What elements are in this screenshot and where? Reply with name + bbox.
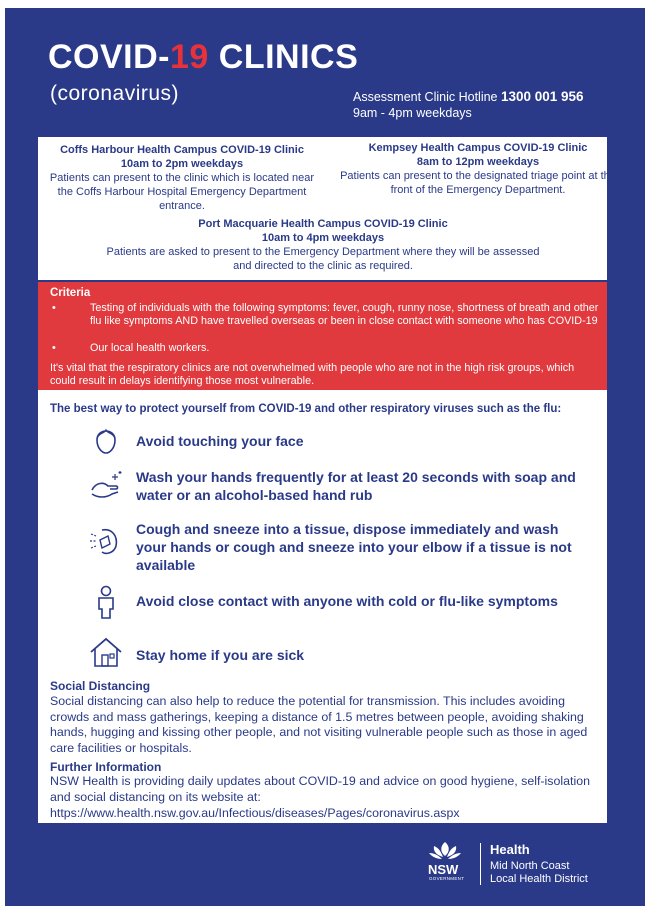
criteria-item: Our local health workers. [90,342,210,354]
criteria-item: Testing of individuals with the following symptoms: fever, cough, runny nose, shortness of breath and other flu like symptoms AND have travelled overseas or been in close contact with someone who has COVID-19 [90,302,599,327]
clinic-hours: 8am to 12pm weekdays [416,156,540,168]
clinic-kempsey [338,141,618,197]
social-distancing-title: Social Distancing [50,679,151,693]
clinic-description: Patients can present to the clinic which is located near the Coffs Harbour Hospital Emergency Department entrance. [49,172,315,212]
tip-stay-home: Stay home if you are sick [136,647,305,663]
clinic-hours: 10am to 4pm weekdays [261,232,385,244]
tip-avoid-face: Avoid touching your face [136,433,304,449]
further-info-title: Further Information [50,760,162,774]
clinics-panel [38,137,616,280]
person-icon [88,584,124,620]
district-line-2: Local Health District [490,873,588,885]
clinic-description: Patients can present to the designated triage point at the front of the Emergency Department. [340,170,616,196]
clinic-name: Kempsey Health Campus COVID-19 Clinic [368,142,588,154]
protection-intro: The best way to protect yourself from COVID-19 and other respiratory viruses such as the flu: [50,403,562,415]
footer-divider [480,843,481,885]
org-name: Health [490,842,530,857]
district-line-1: Mid North Coast [490,860,570,872]
social-distancing-body: Social distancing can also help to reduce the potential for transmission. This includes avoiding crowds and mass gatherings, keeping a distance of 1.5 metres between people, avoiding shaking hands, hugging and kissing other people, and not visiting vulnerable people such as those in aged care facilities or hospitals. [50,694,588,755]
bullet: • [52,342,56,354]
page-title: COVID-19 CLINICS [48,38,359,76]
health-website-link[interactable]: https://www.health.nsw.gov.au/Infectious/diseases/Pages/coronavirus.aspx [50,806,460,820]
criteria-panel [38,282,607,390]
tip-avoid-contact: Avoid close contact with anyone with cold or flu-like symptoms [136,593,558,609]
criteria-title: Criteria [50,287,91,299]
clinic-hours: 10am to 2pm weekdays [120,158,244,170]
clinic-description: Patients are asked to present to the Emergency Department where they will be assessed and directed to the clinic as required. [106,246,540,272]
tip-cough-sneeze: Cough and sneeze into a tissue, dispose immediately and wash your hands or cough and sneeze into your elbow if a tissue is not available [136,521,572,573]
house-icon [88,634,124,670]
clinic-port-macquarie [98,217,548,273]
criteria-note: It's vital that the respiratory clinics are not overwhelmed with people who are not in the high risk groups, which could result in delays identifying those most vulnerable. [50,362,575,387]
clinic-name: Coffs Harbour Health Campus COVID-19 Clinic [60,144,304,156]
face-icon [88,420,124,456]
nsw-logo-text: NSW [428,862,459,877]
sneeze-icon [88,522,124,558]
protection-panel [38,390,607,823]
hotline: Assessment Clinic Hotline 1300 001 956 [353,89,584,104]
tip-wash-hands: Wash your hands frequently for at least 20 seconds with soap and water or an alcohol-based hand rub [136,469,576,503]
clinic-name: Port Macquarie Health Campus COVID-19 Clinic [198,218,448,230]
clinic-coffs-harbour [42,143,322,213]
hotline-number: 1300 001 956 [500,89,584,104]
hotline-hours: 9am - 4pm weekdays [353,106,472,120]
page-subtitle: (coronavirus) [50,82,180,105]
waratah-logo-icon [428,840,462,862]
further-info-body: NSW Health is providing daily updates about COVID-19 and advice on good hygiene, self-isolation and social distancing on its website at: [50,774,590,804]
nsw-logo-subtext: GOVERNMENT [429,876,465,881]
bullet: • [52,302,56,314]
handwash-icon [88,468,124,504]
